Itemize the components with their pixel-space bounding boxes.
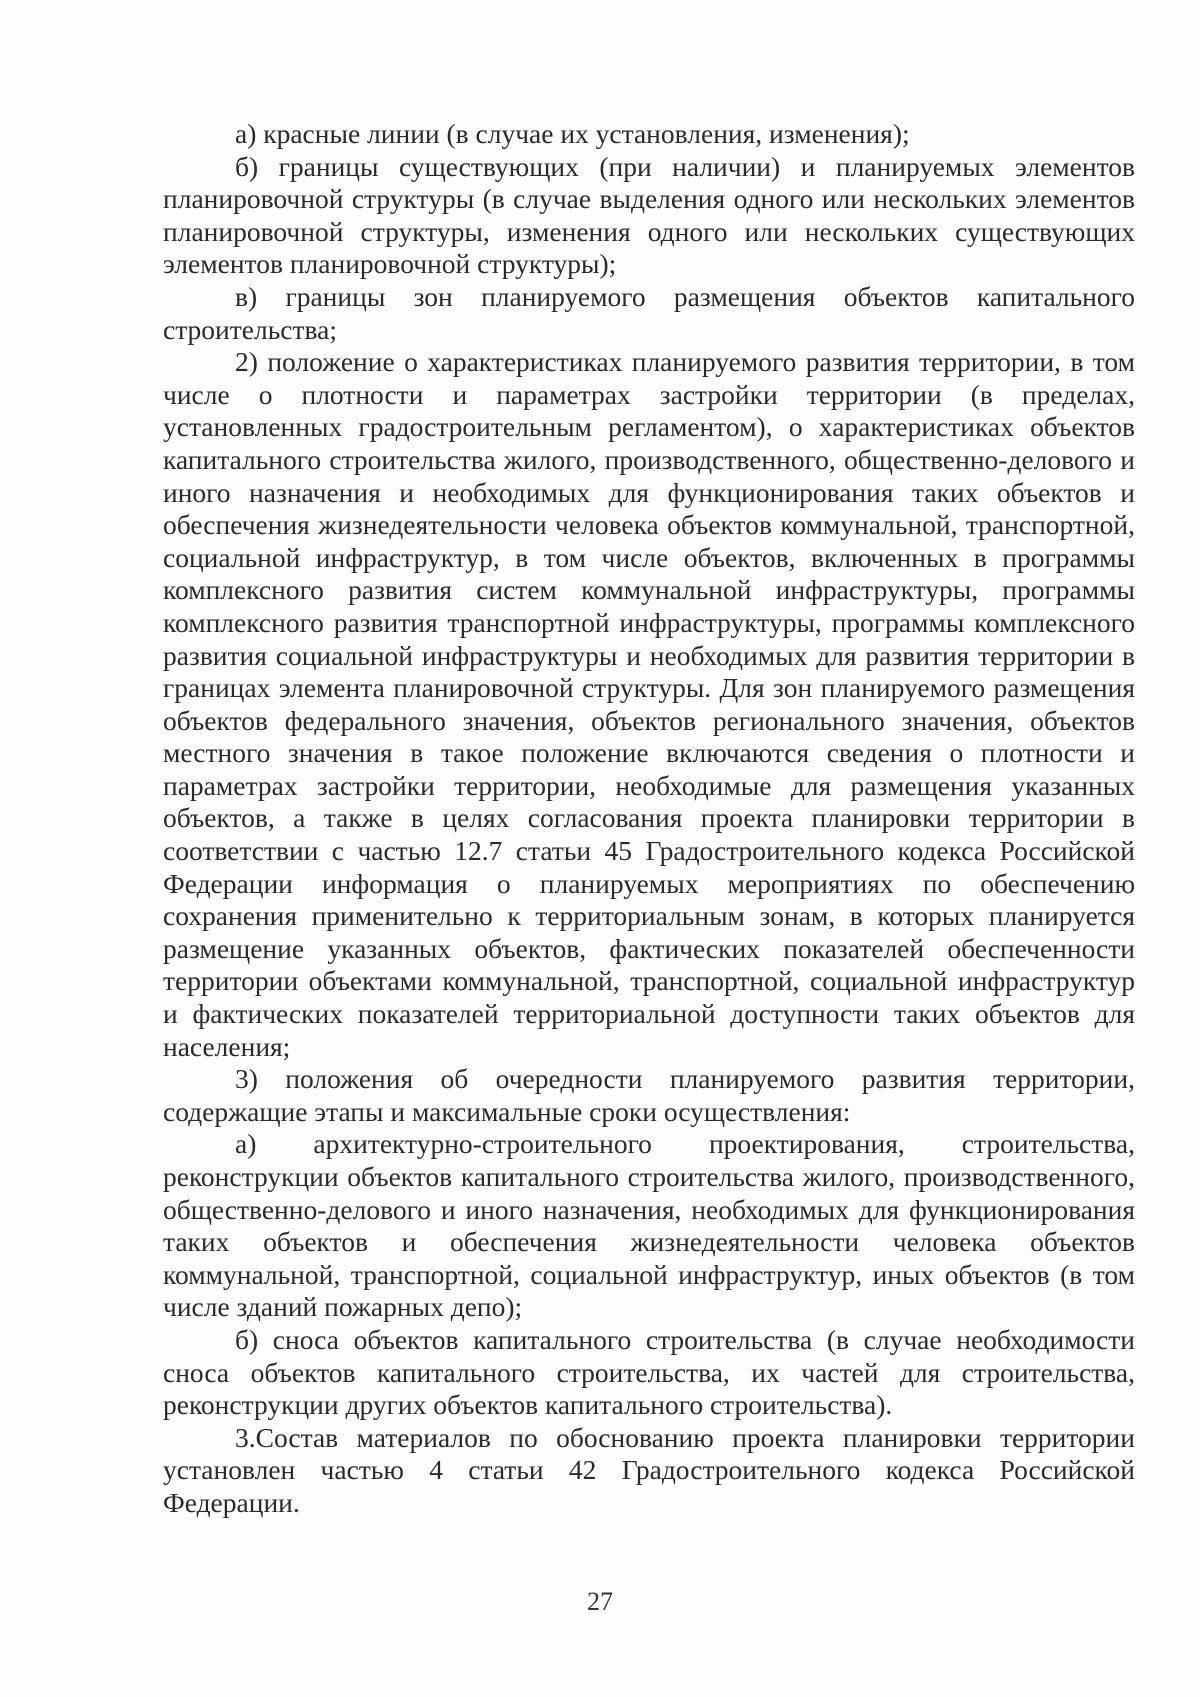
paragraph-justification-materials: 3.Состав материалов по обоснованию проекта планировки территории установлен частью 4 статьи 42 Градостроительного кодекса Российской Федерации. xyxy=(163,1421,1135,1518)
paragraph-structure-boundaries: б) границы существующих (при наличии) и планируемых элементов планировочной структуры (в случае выделения одного или нескольких элементов планировочной структуры, изменения одного или нескольких существующих элементов планировочной структуры); xyxy=(163,150,1135,280)
paragraph-design-construction: а) архитектурно-строительного проектирования, строительства, реконструкции объектов капитального строительства жилого, производственного, общественно-делового и иного назначения, необходимых для функционирования таких объектов и обеспечения жизнедеятельности человека объектов коммунальной, транспортной, социальной инфраструктур, иных объектов (в том числе зданий пожарных депо); xyxy=(163,1128,1135,1323)
paragraph-demolition: б) сноса объектов капитального строительства (в случае необходимости сноса объектов капитального строительства, их частей для строительства, реконструкции других объектов капитального строительства). xyxy=(163,1323,1135,1421)
paragraph-development-characteristics: 2) положение о характеристиках планируемого развития территории, в том числе о плотности и параметрах застройки территории (в пределах, установленных градостроительным регламентом), о характеристиках объектов капитального строительства жилого, производственного, общественно-делового и иного назначения и необходимых для функционирования таких объектов и обеспечения жизнедеятельности человека объектов коммунальной, транспортной, социальной инфраструктур, в том числе объектов, включенных в программы комплексного развития систем коммунальной инфраструктуры, программы комплексного развития транспортной инфраструктуры, программы комплексного развития социальной инфраструктуры и необходимых для развития территории в границах элемента планировочной структуры. Для зон планируемого размещения объектов федерального значения, объектов регионального значения, объектов местного значения в такое положение включаются сведения о плотности и параметрах застройки территории, необходимые для размещения указанных объектов, а также в целях согласования проекта планировки территории в соответствии с частью 12.7 статьи 45 Градостроительного кодекса Российской Федерации информация о планируемых мероприятиях по обеспечению сохранения применительно к территориальным зонам, в которых планируется размещение указанных объектов, фактических показателей обеспеченности территории объектами коммунальной, транспортной, социальной инфраструктур и фактических показателей территориальной доступности таких объектов для населения; xyxy=(163,346,1135,1062)
paragraph-development-stages: 3) положения об очередности планируемого развития территории, содержащие этапы и максимальные сроки осуществления: xyxy=(163,1063,1135,1127)
paragraph-zone-boundaries: в) границы зон планируемого размещения объектов капитального строительства; xyxy=(163,280,1135,345)
paragraph-red-lines: а) красные линии (в случае их установления, изменения); xyxy=(235,118,910,149)
document-body xyxy=(163,118,1135,1520)
page-number: 27 xyxy=(587,1587,613,1616)
